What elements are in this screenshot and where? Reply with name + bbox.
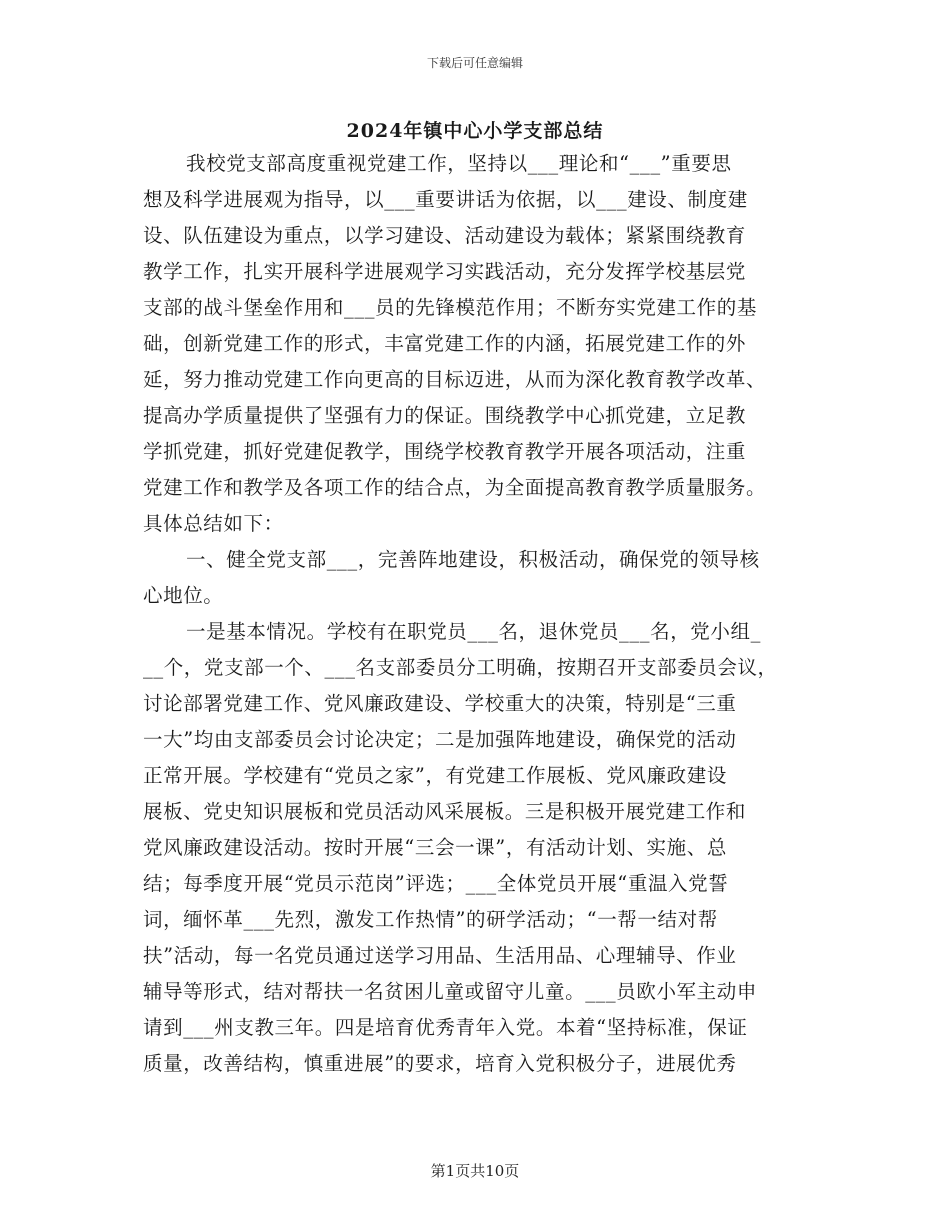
body-line: 教学工作，扎实开展科学进展观学习实践活动，充分发挥学校基层党 [143, 260, 747, 283]
body-line: 提高办学质量提供了坚强有力的保证。围绕教学中心抓党建，立足教 [143, 404, 747, 427]
page-footer: 第1页共10页 [430, 1162, 520, 1180]
body-line: 想及科学进展观为指导，以___重要讲话为依据，以___建设、制度建 [143, 188, 748, 211]
body-line: 质量，改善结构，慎重进展”的要求，培育入党积极分子，进展优秀 [143, 1052, 737, 1075]
body-line: 党建工作和教学及各项工作的结合点，为全面提高教育教学质量服务。 [143, 476, 767, 499]
body-line: 展板、党史知识展板和党员活动风采展板。三是积极开展党建工作和 [143, 800, 747, 823]
body-line: 支部的战斗堡垒作用和___员的先锋模范作用；不断夯实党建工作的基 [143, 296, 757, 319]
body-line: 结；每季度开展“党员示范岗”评选；___全体党员开展“重温入党誓 [143, 872, 729, 895]
body-line: 一大”均由支部委员会讨论决定；二是加强阵地建设，确保党的活动 [143, 728, 737, 751]
document-title: 2024年镇中心小学支部总结 [346, 120, 604, 142]
body-line: 词，缅怀革___先烈，激发工作热情”的研学活动；“一帮一结对帮 [143, 908, 718, 931]
header-note: 下载后可任意编辑 [426, 56, 523, 70]
body-line: 一是基本情况。学校有在职党员___名，退休党员___名，党小组_ [186, 620, 761, 643]
body-line: 设、队伍建设为重点，以学习建设、活动建设为载体；紧紧围绕教育 [143, 224, 747, 247]
body-line: 我校党支部高度重视党建工作，坚持以___理论和“___”重要思 [186, 152, 732, 175]
body-line: 扶”活动，每一名党员通过送学习用品、生活用品、心理辅导、作业 [143, 944, 737, 967]
body-line: 党风廉政建设活动。按时开展“三会一课”，有活动计划、实施、总 [143, 836, 727, 859]
body-line: __个，党支部一个、___名支部委员分工明确，按期召开支部委员会议， [143, 656, 778, 679]
body-line: 础，创新党建工作的形式，丰富党建工作的内涵，拓展党建工作的外 [143, 332, 747, 355]
body-line: 一、健全党支部___，完善阵地建设，积极活动，确保党的领导核 [186, 548, 760, 571]
body-line: 心地位。 [143, 584, 224, 607]
body-line: 延，努力推动党建工作向更高的目标迈进，从而为深化教育教学改革、 [143, 368, 767, 391]
body-line: 正常开展。学校建有“党员之家”，有党建工作展板、党风廉政建设 [143, 764, 727, 787]
body-line: 学抓党建，抓好党建促教学，围绕学校教育教学开展各项活动，注重 [143, 440, 747, 463]
body-line: 请到___州支教三年。四是培育优秀青年入党。本着“坚持标准，保证 [143, 1016, 748, 1039]
body-line: 讨论部署党建工作、党风廉政建设、学校重大的决策，特别是“三重 [143, 692, 737, 715]
body-line: 辅导等形式，结对帮扶一名贫困儿童或留守儿童。___员欧小军主动申 [143, 980, 757, 1003]
body-line: 具体总结如下： [143, 512, 284, 535]
